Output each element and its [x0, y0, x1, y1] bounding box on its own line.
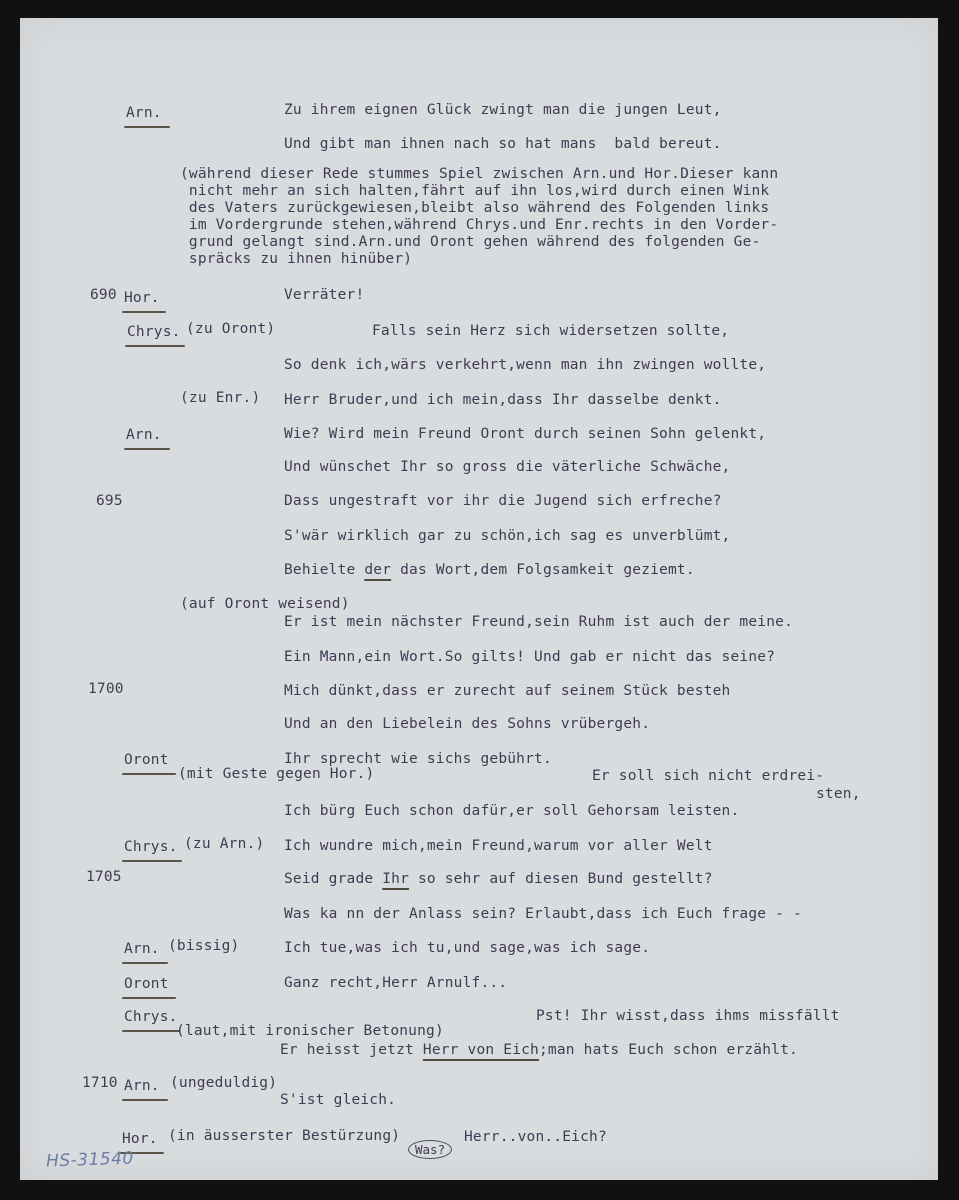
speaker-name: Chrys.	[127, 324, 181, 340]
speaker-label	[124, 749, 169, 769]
verse-line: Zu ihrem eignen Glück zwingt man die jungen Leut,	[284, 102, 722, 118]
verse-line: Ich bürg Euch schon dafür,er soll Gehorsam leisten.	[284, 803, 740, 819]
speaker-name: Hor.	[122, 1131, 158, 1147]
verse-line: Falls sein Herz sich widersetzen sollte,	[372, 323, 730, 339]
typescript-page	[20, 18, 938, 1180]
verse-line: Ganz recht,Herr Arnulf...	[284, 975, 508, 991]
verse-line: Er soll sich nicht erdrei-	[592, 768, 825, 784]
speaker-name: Arn.	[124, 1078, 160, 1094]
verse-line: Ich wundre mich,mein Freund,warum vor aller Welt	[284, 838, 713, 854]
stage-direction: (mit Geste gegen Hor.)	[178, 766, 375, 782]
speaker-name: Hor.	[124, 290, 160, 306]
speaker-name: Arn.	[126, 427, 162, 443]
archive-signature: HS-31540	[45, 1148, 135, 1172]
verse-line: Pst! Ihr wisst,dass ihms missfällt	[536, 1008, 840, 1024]
verse-line: Was ka nn der Anlass sein? Erlaubt,dass ich Euch frage - -	[284, 906, 802, 922]
stage-direction: (zu Enr.)	[180, 390, 261, 406]
speaker-label	[122, 1128, 158, 1148]
stage-direction: (laut,mit ironischer Betonung)	[176, 1023, 444, 1039]
speaker-label	[126, 424, 162, 444]
verse-line: Herr Bruder,und ich mein,dass Ihr dasselbe denkt.	[284, 392, 722, 408]
stage-direction: (in äusserster Bestürzung)	[168, 1128, 401, 1144]
verse-line: Und wünschet Ihr so gross die väterliche Schwäche,	[284, 459, 731, 475]
speaker-name: Chrys.	[124, 839, 178, 855]
speaker-name: Arn.	[124, 941, 160, 957]
speaker-label	[124, 973, 169, 993]
verse-line: Und gibt man ihnen nach so hat mans bald bereut.	[284, 136, 722, 152]
verse-line: Er heisst jetzt Herr von Eich;man hats Euch schon erzählt.	[280, 1042, 798, 1058]
verse-line: Dass ungestraft vor ihr die Jugend sich erfreche?	[284, 493, 722, 509]
speaker-name: Chrys.	[124, 1009, 178, 1025]
verse-line: Er ist mein nächster Freund,sein Ruhm ist auch der meine.	[284, 614, 793, 630]
stage-direction: (zu Arn.)	[184, 836, 265, 852]
verse-line: So denk ich,wärs verkehrt,wenn man ihn zwingen wollte,	[284, 357, 767, 373]
speaker-label	[127, 321, 181, 341]
verse-line: Wie? Wird mein Freund Oront durch seinen Sohn gelenkt,	[284, 426, 767, 442]
verse-line: Herr..von..Eich?	[464, 1129, 607, 1145]
speaker-label	[124, 836, 178, 856]
speaker-name: Arn.	[126, 105, 162, 121]
stage-direction: (zu Oront)	[186, 321, 276, 337]
verse-line: Mich dünkt,dass er zurecht auf seinem Stück besteh	[284, 683, 731, 699]
line-number: 1705	[86, 869, 122, 885]
verse-line: Ein Mann,ein Wort.So gilts! Und gab er nicht das seine?	[284, 649, 776, 665]
verse-line: Verräter!	[284, 287, 365, 303]
verse-line: Ich tue,was ich tu,und sage,was ich sage.	[284, 940, 651, 956]
speaker-label	[126, 102, 162, 122]
verse-line: Ihr sprecht wie sichs gebührt.	[284, 751, 552, 767]
line-number: 1710	[82, 1075, 118, 1091]
stage-direction: (bissig)	[168, 938, 240, 954]
verse-line: S'wär wirklich gar zu schön,ich sag es unverblümt,	[284, 528, 731, 544]
speaker-name: Oront	[124, 976, 169, 992]
verse-line: Seid grade Ihr so sehr auf diesen Bund gestellt?	[284, 871, 713, 887]
verse-line: Behielte der das Wort,dem Folgsamkeit geziemt.	[284, 562, 695, 578]
speaker-name: Oront	[124, 752, 169, 768]
stage-direction: (ungeduldig)	[170, 1075, 278, 1091]
verse-line: sten,	[816, 786, 861, 802]
speaker-label	[124, 938, 160, 958]
speaker-label	[124, 287, 160, 307]
stage-direction: (auf Oront weisend)	[180, 596, 350, 612]
handwritten-insert: Was?	[408, 1140, 452, 1159]
verse-line: Und an den Liebelein des Sohns vrübergeh.	[284, 716, 651, 732]
line-number: 695	[96, 493, 123, 509]
line-number: 690	[90, 287, 117, 303]
stage-direction-block: (während dieser Rede stummes Spiel zwischen Arn.und Hor.Dieser kann nicht mehr an sich halten,fährt auf ihn los,wird durch einen Wink des Vaters zurückgewiesen,bleibt also während des Folgenden links im Vordergrunde stehen,während Chrys.und Enr.rechts in den Vorder- grund gelangt sind.Arn.und Oront gehen während des folgenden Ge- spräcks zu ihnen hinüber)	[180, 166, 779, 267]
line-number: 1700	[88, 681, 124, 697]
speaker-label	[124, 1075, 160, 1095]
speaker-label	[124, 1006, 178, 1026]
verse-line: S'ist gleich.	[280, 1092, 397, 1108]
